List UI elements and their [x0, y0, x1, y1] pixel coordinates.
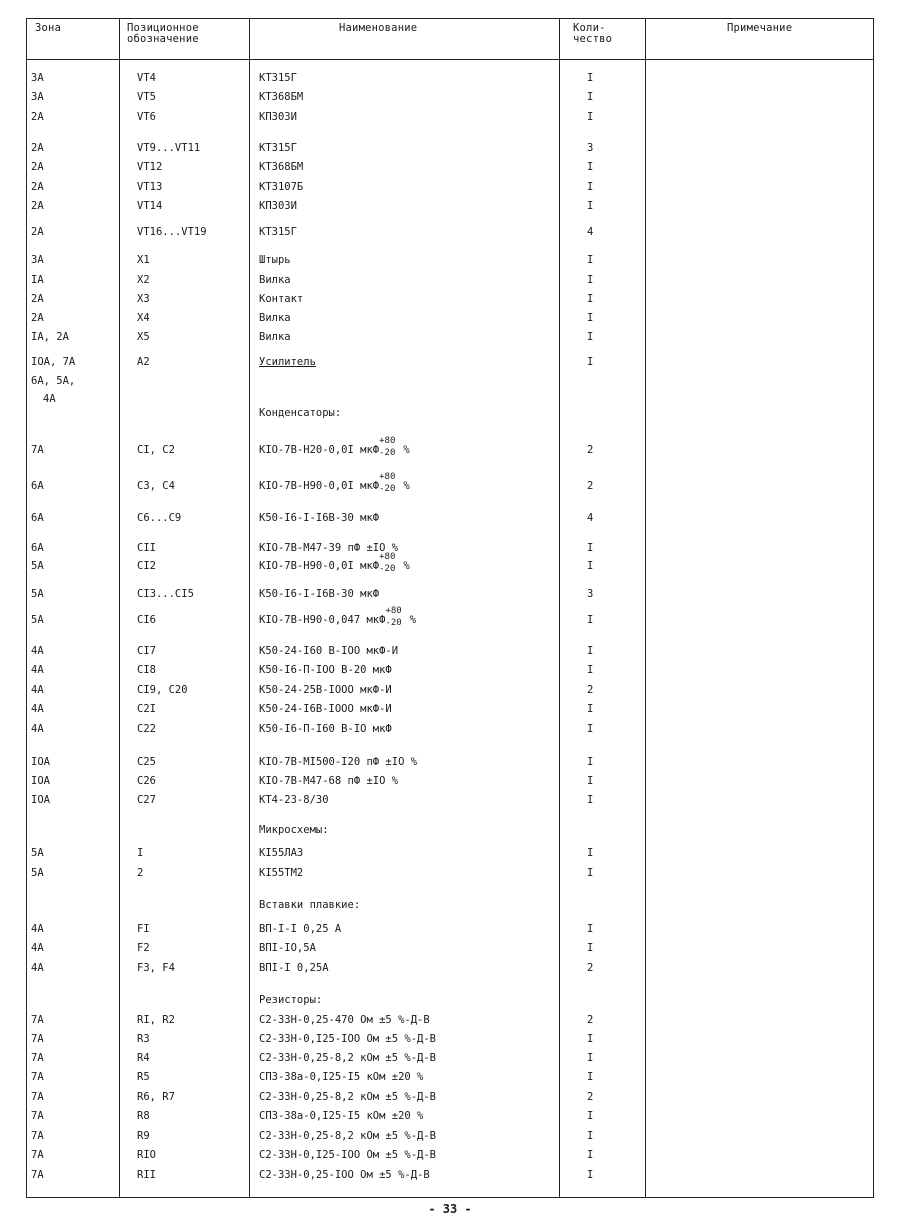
row-quantity: 4 — [587, 512, 594, 524]
row-name — [259, 552, 410, 574]
row-name — [259, 1071, 423, 1084]
row-zone: 5А — [31, 867, 44, 879]
row-quantity: 2 — [587, 1091, 594, 1103]
row-quantity: I — [587, 664, 594, 676]
row-quantity: I — [587, 312, 594, 324]
header-name: Наименование — [339, 22, 418, 34]
row-name — [259, 472, 410, 494]
row-name — [259, 684, 392, 697]
row-designation: FI — [137, 923, 150, 935]
row-name-text: К50-24-I6В-IООО мкФ-И — [259, 703, 392, 715]
row-name — [259, 645, 398, 658]
row-zone: 7А — [31, 1130, 44, 1142]
row-name-text: ВПI-IО,5А — [259, 942, 316, 954]
row-name-text: Резисторы: — [259, 994, 323, 1006]
row-name-text: КI55ТМ2 — [259, 867, 304, 879]
row-name-text: КI55ЛА3 — [259, 847, 304, 859]
row-zone: 4А — [31, 684, 44, 696]
row-name-text: СП3-38а-0,I25-I5 кОм ±20 % — [259, 1071, 424, 1083]
row-zone: 7А — [31, 1071, 44, 1083]
row-quantity: I — [587, 1110, 594, 1122]
row-quantity: I — [587, 274, 594, 286]
row-zone: 6А — [31, 480, 44, 492]
row-quantity: I — [587, 560, 594, 572]
row-name — [259, 1052, 436, 1065]
row-designation: VT4 — [137, 72, 156, 84]
row-zone: 7А — [31, 444, 44, 456]
row-quantity: I — [587, 161, 594, 173]
row-name-text: С2-33Н-0,25-8,2 кОм ±5 %-Д-В — [259, 1091, 437, 1103]
row-zone: 6А — [31, 542, 44, 554]
row-designation: СII — [137, 542, 156, 554]
row-name-text: Вставки плавкие: — [259, 899, 361, 911]
row-name — [259, 867, 303, 880]
row-quantity: I — [587, 645, 594, 657]
row-name — [259, 942, 316, 955]
tolerance-unit: % — [397, 560, 410, 572]
header-quantity: Коли- чество — [573, 22, 613, 45]
row-designation: А2 — [137, 356, 150, 368]
row-name — [259, 756, 417, 769]
page-number: - 33 - — [428, 1202, 472, 1216]
row-quantity: I — [587, 72, 594, 84]
row-designation: СI, С2 — [137, 444, 175, 456]
row-name — [259, 226, 297, 239]
tolerance — [379, 552, 397, 574]
tolerance-plus: +80 — [379, 552, 396, 562]
row-zone: 5А — [31, 847, 44, 859]
header-zone: Зона — [35, 22, 62, 34]
row-name — [259, 542, 398, 555]
row-designation: VT5 — [137, 91, 156, 103]
row-designation: С3, С4 — [137, 480, 175, 492]
row-quantity: 2 — [587, 444, 594, 456]
row-designation: F3, F4 — [137, 962, 175, 974]
row-zone: IОА — [31, 756, 50, 768]
column-divider — [119, 19, 120, 1197]
header-designation: Позиционное обозначение — [127, 22, 199, 45]
row-zone: 3А — [31, 72, 44, 84]
row-quantity: I — [587, 614, 594, 626]
row-quantity: 2 — [587, 962, 594, 974]
column-divider — [645, 19, 646, 1197]
row-zone: 4А — [31, 723, 44, 735]
row-name — [259, 1091, 436, 1104]
row-zone: 4А — [31, 664, 44, 676]
row-name-text: Вилка — [259, 312, 291, 324]
row-name — [259, 1110, 423, 1123]
row-quantity: I — [587, 293, 594, 305]
row-quantity: I — [587, 703, 594, 715]
row-name — [259, 200, 297, 213]
row-designation: С27 — [137, 794, 156, 806]
row-quantity: I — [587, 756, 594, 768]
row-zone: 2А — [31, 312, 44, 324]
row-name — [259, 794, 329, 807]
row-zone: 2А — [31, 226, 44, 238]
row-quantity: I — [587, 331, 594, 343]
row-zone: 4А — [31, 923, 44, 935]
row-name — [259, 512, 379, 525]
row-quantity: I — [587, 200, 594, 212]
tolerance-unit: % — [403, 614, 417, 626]
row-name — [259, 1149, 436, 1162]
row-quantity: I — [587, 847, 594, 859]
row-name-text: КIО-7В-М47-68 пФ ±IО % — [259, 775, 399, 787]
tolerance-unit: % — [397, 480, 410, 492]
row-name-text: С2-33Н-0,I25-IОО Ом ±5 %-Д-В — [259, 1033, 437, 1045]
row-name-text: КТ315Г — [259, 72, 297, 84]
row-designation: СI2 — [137, 560, 156, 572]
tolerance — [385, 606, 403, 628]
row-name — [259, 407, 341, 420]
tolerance-minus: -20 — [385, 618, 402, 628]
tolerance-unit: % — [397, 444, 410, 456]
row-name-text: С2-33Н-0,I25-IОО Ом ±5 %-Д-В — [259, 1149, 437, 1161]
row-zone: 2А — [31, 181, 44, 193]
row-name-text: К50-I6-П-I60 В-IО мкФ — [259, 723, 392, 735]
row-zone: IОА — [31, 775, 50, 787]
row-name — [259, 356, 316, 369]
row-zone: 5А — [31, 614, 44, 626]
row-name-text: К50-24-I60 В-IОО мкФ-И — [259, 645, 399, 657]
tolerance-minus: -20 — [379, 448, 396, 458]
row-name-text: КТ4-23-8/30 — [259, 794, 329, 806]
row-quantity: I — [587, 1033, 594, 1045]
tolerance — [379, 472, 397, 494]
row-zone: 6А, 5А, — [31, 375, 76, 387]
row-quantity: I — [587, 1130, 594, 1142]
row-zone: 3А — [31, 91, 44, 103]
row-designation: СI9, С20 — [137, 684, 188, 696]
row-quantity: 3 — [587, 588, 594, 600]
row-designation: X1 — [137, 254, 150, 266]
row-designation: R5 — [137, 1071, 150, 1083]
row-zone: 7А — [31, 1110, 44, 1122]
row-zone: 6А — [31, 512, 44, 524]
column-divider — [249, 19, 250, 1197]
row-name-text: КIО-7В-М47-39 пФ ±IО % — [259, 542, 399, 554]
row-quantity: 3 — [587, 142, 594, 154]
row-quantity: I — [587, 942, 594, 954]
row-name — [259, 331, 291, 344]
row-name — [259, 775, 398, 788]
row-quantity: I — [587, 1052, 594, 1064]
row-name-text: КТ3107Б — [259, 181, 304, 193]
row-designation: VT13 — [137, 181, 163, 193]
tolerance-minus: -20 — [379, 484, 396, 494]
row-zone: 4А — [31, 703, 44, 715]
row-name-text: ВП-I-I 0,25 А — [259, 923, 342, 935]
row-name — [259, 161, 303, 174]
tolerance-plus: +80 — [379, 472, 396, 482]
row-quantity: I — [587, 542, 594, 554]
row-zone: 2А — [31, 111, 44, 123]
row-name — [259, 962, 329, 975]
row-name — [259, 274, 291, 287]
row-name — [259, 72, 297, 85]
row-designation: VT16...VT19 — [137, 226, 207, 238]
row-name-text: Контакт — [259, 293, 304, 305]
header-note: Примечание — [727, 22, 793, 34]
row-quantity: 2 — [587, 480, 594, 492]
row-zone: IОА — [31, 794, 50, 806]
row-zone: IА, 2А — [31, 331, 69, 343]
tolerance-plus: +80 — [385, 606, 402, 616]
row-quantity: I — [587, 867, 594, 879]
row-quantity: I — [587, 111, 594, 123]
row-zone: 3А — [31, 254, 44, 266]
row-name-text: Штырь — [259, 254, 291, 266]
row-name — [259, 142, 297, 155]
row-name — [259, 436, 410, 458]
row-name — [259, 1130, 436, 1143]
row-designation: СI8 — [137, 664, 156, 676]
row-zone: 2А — [31, 293, 44, 305]
row-name-text: Вилка — [259, 274, 291, 286]
row-quantity: I — [587, 775, 594, 787]
row-designation: VT14 — [137, 200, 163, 212]
row-name-text: КТ315Г — [259, 142, 297, 154]
row-name-text: КIО-7В-Н90-0,047 мкФ — [259, 614, 386, 626]
row-quantity: I — [587, 356, 594, 368]
row-zone: 7А — [31, 1033, 44, 1045]
row-designation: СI6 — [137, 614, 156, 626]
table-frame — [26, 18, 874, 1198]
row-name — [259, 703, 392, 716]
row-name-text: С2-33Н-0,25-8,2 кОм ±5 %-Д-В — [259, 1052, 437, 1064]
header-divider — [27, 59, 873, 60]
row-designation: VT6 — [137, 111, 156, 123]
tolerance-plus: +80 — [379, 436, 396, 446]
row-name-text: Усилитель — [259, 356, 316, 368]
tolerance — [379, 436, 397, 458]
row-name-text: К50-24-25В-IООО мкФ-И — [259, 684, 392, 696]
row-name — [259, 923, 341, 936]
row-quantity: I — [587, 1169, 594, 1181]
row-zone: 7А — [31, 1149, 44, 1161]
row-name — [259, 588, 379, 601]
row-designation: R6, R7 — [137, 1091, 175, 1103]
row-designation: RI, R2 — [137, 1014, 175, 1026]
row-zone: IА — [31, 274, 44, 286]
row-name-text: Конденсаторы: — [259, 407, 342, 419]
row-name — [259, 664, 392, 677]
row-name-text: С2-33Н-0,25-8,2 кОм ±5 %-Д-В — [259, 1130, 437, 1142]
row-designation: X4 — [137, 312, 150, 324]
row-name — [259, 293, 303, 306]
row-name-text: Микросхемы: — [259, 824, 329, 836]
row-designation: R8 — [137, 1110, 150, 1122]
row-designation: X5 — [137, 331, 150, 343]
column-divider — [559, 19, 560, 1197]
row-designation: X3 — [137, 293, 150, 305]
row-name — [259, 994, 322, 1007]
row-name — [259, 606, 417, 628]
row-name — [259, 899, 360, 912]
row-quantity: I — [587, 181, 594, 193]
row-zone: 7А — [31, 1052, 44, 1064]
row-zone: 4А — [31, 942, 44, 954]
row-quantity: I — [587, 254, 594, 266]
row-designation: VT12 — [137, 161, 163, 173]
row-designation: F2 — [137, 942, 150, 954]
row-designation: RII — [137, 1169, 156, 1181]
row-zone: 5А — [31, 588, 44, 600]
row-designation: СI7 — [137, 645, 156, 657]
row-quantity: I — [587, 723, 594, 735]
row-name-text: КТ315Г — [259, 226, 297, 238]
row-name-text: КIО-7В-Н20-0,0I мкФ — [259, 444, 380, 456]
row-quantity: I — [587, 794, 594, 806]
row-zone: 7А — [31, 1169, 44, 1181]
row-zone: 2А — [31, 142, 44, 154]
row-name — [259, 181, 303, 194]
row-designation: С25 — [137, 756, 156, 768]
row-name — [259, 91, 303, 104]
row-name — [259, 847, 303, 860]
row-designation: RIО — [137, 1149, 156, 1161]
row-designation: X2 — [137, 274, 150, 286]
row-name-text: ВПI-I 0,25А — [259, 962, 329, 974]
row-quantity: 2 — [587, 684, 594, 696]
tolerance-minus: -20 — [379, 564, 396, 574]
row-zone: IОА, 7А — [31, 356, 76, 368]
row-name — [259, 824, 329, 837]
row-designation: С22 — [137, 723, 156, 735]
row-designation: R4 — [137, 1052, 150, 1064]
row-name-text: КП303И — [259, 200, 297, 212]
row-name — [259, 1169, 430, 1182]
row-name — [259, 723, 392, 736]
row-designation: R9 — [137, 1130, 150, 1142]
row-name-text: СП3-38а-0,I25-I5 кОм ±20 % — [259, 1110, 424, 1122]
row-quantity: I — [587, 91, 594, 103]
row-quantity: I — [587, 1071, 594, 1083]
row-designation: I — [137, 847, 144, 859]
row-name-text: КТ368БМ — [259, 91, 304, 103]
row-zone: 4А — [31, 645, 44, 657]
row-name — [259, 1014, 430, 1027]
row-designation: VT9...VT11 — [137, 142, 201, 154]
row-name-text: С2-33Н-0,25-IОО Ом ±5 %-Д-В — [259, 1169, 430, 1181]
row-name-text: КIО-7В-МI500-I20 пФ ±IО % — [259, 756, 418, 768]
row-name — [259, 111, 297, 124]
row-name — [259, 312, 291, 325]
row-name-text: С2-33Н-0,25-470 Ом ±5 %-Д-В — [259, 1014, 430, 1026]
row-name-text: Вилка — [259, 331, 291, 343]
row-designation: 2 — [137, 867, 144, 879]
row-designation: С26 — [137, 775, 156, 787]
row-zone: 5А — [31, 560, 44, 572]
row-name-text: К50-I6-I-I6В-30 мкФ — [259, 512, 380, 524]
row-zone: 2А — [31, 200, 44, 212]
row-zone: 4А — [31, 962, 44, 974]
row-designation: С2I — [137, 703, 156, 715]
row-designation: R3 — [137, 1033, 150, 1045]
row-quantity: 4 — [587, 226, 594, 238]
row-name — [259, 254, 291, 267]
row-name-text: КIО-7В-Н90-0,0I мкФ — [259, 560, 380, 572]
row-name-text: КП303И — [259, 111, 297, 123]
row-designation: С6...С9 — [137, 512, 182, 524]
row-name-text: КТ368БМ — [259, 161, 304, 173]
row-name-text: КIО-7В-Н90-0,0I мкФ — [259, 480, 380, 492]
row-quantity: 2 — [587, 1014, 594, 1026]
row-name-text: К50-I6-I-I6В-30 мкФ — [259, 588, 380, 600]
row-zone: 2А — [31, 161, 44, 173]
row-zone: 4А — [43, 393, 56, 405]
row-name-text: К50-I6-П-IОО В-20 мкФ — [259, 664, 392, 676]
row-quantity: I — [587, 1149, 594, 1161]
row-name — [259, 1033, 436, 1046]
row-zone: 7А — [31, 1014, 44, 1026]
row-designation: СI3...СI5 — [137, 588, 194, 600]
row-zone: 7А — [31, 1091, 44, 1103]
row-quantity: I — [587, 923, 594, 935]
